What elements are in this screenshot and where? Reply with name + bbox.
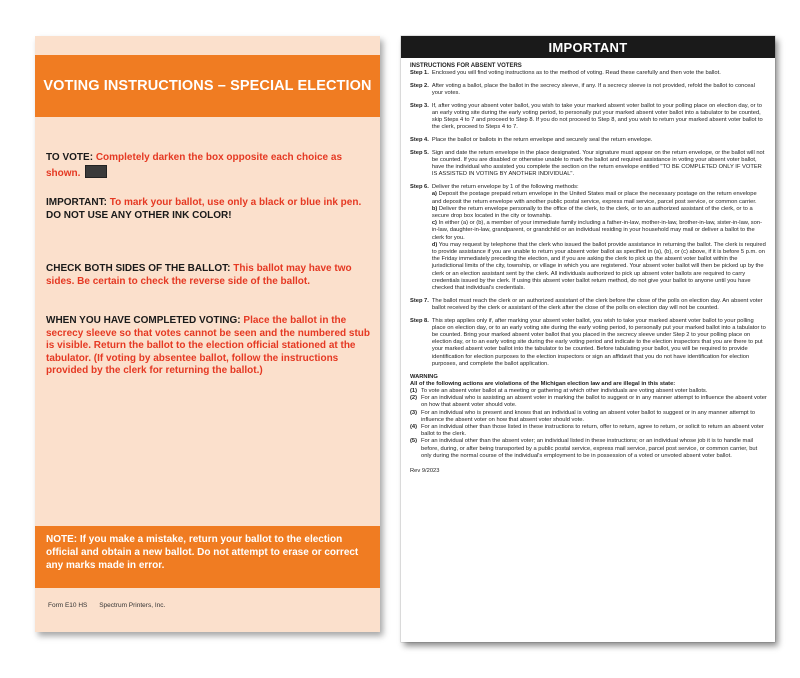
important-header: IMPORTANT — [401, 36, 775, 58]
completed-label: WHEN YOU HAVE COMPLETED VOTING: — [46, 315, 241, 326]
instruction-step — [410, 83, 767, 97]
to-vote-instruction — [46, 152, 372, 180]
warning-item — [410, 424, 767, 438]
delivery-method-text: Deposit the postage prepaid return envelope in the United States mail or place the necessary postage on the return envelope and deposit the return envelope with another public postal service, express mail service, parcel post service, or common carrier. — [431, 191, 757, 205]
instruction-step — [410, 103, 767, 132]
step-text: This step applies only if, after marking your absent voter ballot, you wish to take your marked absent voter ballot to your polling place on election day, or to an early voting site during the early voting period, to personally put your marked ballot into a tabulator to be counted. Bring your marked absent voter ballot that you placed in the secrecy sleeve under Step 2 to your polling place on election day, or to an early voting site during the early voting period and indicate to the election inspectors that you are there to put your marked absent voter ballot into the tabulator to be counted. Before tabulating your ballot, you will be required to provide identification for election purposes to the election inspectors or sign an affidavit that you do not have identification for election purposes, and complete the ballot application. — [431, 317, 766, 367]
mistake-note: NOTE: If you make a mistake, return your ballot to the election official and obtain a new ballot. Do not attempt to erase or correct any marks made in error. — [35, 526, 380, 588]
section-title: INSTRUCTIONS FOR ABSENT VOTERS — [410, 63, 522, 69]
step-label: Step 3. — [410, 102, 429, 109]
check-label: CHECK BOTH SIDES OF THE BALLOT: — [46, 263, 231, 274]
form-id: Form E10 HS — [48, 602, 88, 609]
warning-number: (2) — [410, 395, 418, 402]
printer-name: Spectrum Printers, Inc. — [99, 602, 166, 609]
darkened-box-sample — [85, 165, 107, 178]
step-label: Step 5. — [410, 149, 429, 156]
completed-voting-instruction — [46, 315, 372, 378]
warning-title: WARNING — [410, 373, 438, 380]
to-vote-text: Completely darken the box opposite each choice as shown. — [46, 152, 343, 179]
delivery-method — [432, 191, 767, 205]
warning-text: For an individual other than the absent voter; an individual listed in these instructions; or an individual whose job it is to handle mail before, during, or after being transported by a public postal service, express mail service, parcel post service, or common carrier, but only during the normal course of the individual's employment to be in possession of a voted or unvoted absent voter ballot. — [421, 438, 758, 459]
important-instruction — [46, 197, 372, 222]
step-text: Enclosed you will find voting instructions as to the method of voting. Read these carefully and then vote the ballot. — [431, 70, 721, 77]
panel-title: VOTING INSTRUCTIONS – SPECIAL ELECTION — [35, 55, 380, 117]
important-label: IMPORTANT: — [46, 197, 107, 208]
warning-item — [410, 388, 767, 395]
delivery-method-key: c) — [431, 220, 437, 227]
warning-number: (1) — [410, 387, 418, 394]
step-label: Step 7. — [410, 297, 429, 304]
instruction-step — [410, 298, 767, 312]
warning-text: For an individual who is present and knows that an individual is voting an absent voter ballot to suggest or in any manner attempt to influence the absent voter on how that absent voter should vote. — [421, 409, 756, 423]
step-label: Step 8. — [410, 317, 429, 324]
revision-date: Rev 9/2023 — [410, 467, 440, 474]
step-label: Step 4. — [410, 137, 429, 144]
step-text: Sign and date the return envelope in the place designated. Your signature must appear on the return envelope, or the ballot will not be counted. If you are disabled or otherwise unable to mark the ballot and required assistance in voting your absent voter ballot, have the individual who assisted you complete the section on the return envelope entitled "TO BE COMPLETED ONLY IF VOTER IS ASSISTED IN VOTING BY ANOTHER INDIVIDUAL". — [431, 149, 765, 178]
delivery-method-text: Deliver the return envelope personally to the office of the clerk, to the clerk, or to an authorized assistant of the clerk, or to a secure drop box located in the city or township. — [431, 205, 753, 219]
warning-intro: All of the following actions are violations of the Michigan election law and are illegal in this state: — [410, 380, 676, 387]
delivery-method — [432, 220, 767, 242]
warning-text: For an individual other than those listed in these instructions to return, offer to return, agree to return, or solicit to return an absent voter ballot to the clerk. — [421, 423, 764, 438]
warning-text: To vote an absent voter ballot at a meeting or gathering at which other individuals are voting absent voter ballots. — [421, 387, 708, 394]
delivery-method-key: a) — [431, 191, 437, 198]
step-label: Step 6. — [410, 184, 429, 191]
delivery-method — [432, 206, 767, 220]
instruction-step — [410, 137, 767, 144]
delivery-method-text: In either (a) or (b), a member of your immediate family including a father-in-law, mother-in-law, brother-in-law, sister-in-law, son-in-law, daughter-in-law, grandparent, or grandchild or an individual residing in your household may mail or deliver a ballot to the clerk for you. — [431, 220, 762, 241]
important-caps: DO NOT USE ANY OTHER INK COLOR! — [46, 209, 232, 221]
delivery-method-key: d) — [431, 241, 438, 248]
voting-instructions-panel — [35, 36, 380, 632]
important-text: To mark your ballot, use only a black or blue ink pen. — [109, 197, 362, 208]
warning-text: For an individual who is assisting an absent voter in marking the ballot to suggest or in any manner attempt to influence the absent voter on how that absent voter should vote. — [421, 395, 767, 409]
warning-number: (5) — [410, 438, 418, 445]
form-footer — [48, 602, 175, 609]
delivery-method — [432, 242, 767, 292]
warning-item — [410, 410, 767, 424]
step-label: Step 2. — [410, 82, 429, 89]
delivery-method-text: You may request by telephone that the clerk who issued the ballot provide assistance in returning the ballot. The clerk is required to provide assistance if you are unable to return your absent voter ballot as specified in (a), (b), or (c) above, if it is before 5 p.m. on the Friday immediately preceding the election, and if you are asking the clerk to pick up the absent voter ballot within the jurisdictional limits of the city, township, or village in which you are registered. Your absent voter ballot will then be picked up by the clerk or an election assistant sent by the clerk. All individuals authorized to pick up absent voter ballots are required to carry credentials issued by the clerk. If using this absent voter ballot return method, do not give your ballot to anyone until you have checked that individual's credentials. — [431, 241, 766, 291]
to-vote-label: TO VOTE: — [46, 152, 94, 163]
instruction-step — [410, 318, 767, 368]
step-text: If, after voting your absent voter ballot, you wish to take your marked absent voter ballot to your polling place on election day, or to an early voting site during the early voting period, to personally put your marked absent voter ballot into a tabulator to be counted, skip Steps 4 to 7 and proceed to Step 8. If you do not proceed to Step 8, and you wish to return your marked absent voter ballot to the clerk, proceed to Steps 4 to 7. — [431, 102, 763, 131]
instruction-step — [410, 70, 767, 77]
check-both-sides-instruction — [46, 263, 372, 288]
step-text: The ballot must reach the clerk or an authorized assistant of the clerk before the close of the polls on election day. An absent voter ballot received by the clerk or assistant of the clerk after the close of the polls on election day will not be counted. — [431, 297, 763, 311]
step-text: Place the ballot or ballots in the return envelope and securely seal the return envelope. — [431, 137, 653, 144]
check-text: This ballot may have two sides. Be certain to check the reverse side of the ballot. — [46, 263, 352, 287]
step-text: After voting a ballot, place the ballot in the secrecy sleeve, if any. If a secrecy sleeve is not provided, refold the ballot to conceal your votes. — [431, 82, 755, 97]
step-label: Step 1. — [410, 70, 429, 77]
completed-text: Place the ballot in the secrecy sleeve so that votes cannot be seen and the numbered stub is visible. Return the ballot to the election official stationed at the tabulator. (If voting by absentee ballot, follow the instructions provided by the clerk for returning the ballot.) — [46, 315, 370, 377]
warning-item — [410, 395, 767, 409]
absent-voter-instructions-panel — [401, 36, 775, 642]
instructions-body — [401, 58, 775, 475]
step-6 — [410, 184, 767, 292]
warning-number: (3) — [410, 409, 418, 416]
instruction-step — [410, 150, 767, 179]
warning-number: (4) — [410, 423, 418, 430]
step-6-intro: Deliver the return envelope by 1 of the following methods: — [431, 184, 579, 191]
warning-item — [410, 438, 767, 460]
delivery-method-key: b) — [431, 205, 438, 212]
